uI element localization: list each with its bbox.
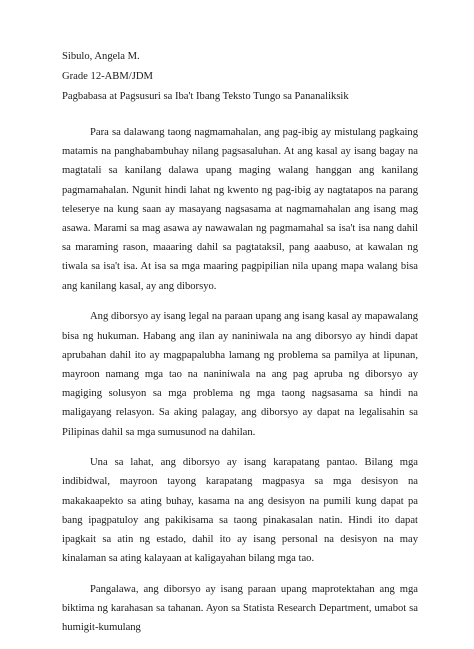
paragraph-first-reason: Una sa lahat, ang diborsyo ay isang karapatang pantao. Bilang mga indibidwal, mayroon tayong karapatang magpasya sa mga desisyon na makakaapekto sa ating buhay, kasama na ang desisyon na pumili kung dapat pa bang ipagpatuloy ang pakikisama sa taong pinakasalan natin. Hindi ito dapat ipagkait sa atin ng estado, dahil ito ay isang personal na desisyon na may kinalaman sa ating kalayaan at kaligayahan bilang mga tao. [62, 457, 418, 565]
document-title: Pagbabasa at Pagsusuri sa Iba't Ibang Teksto Tungo sa Pananaliksik [62, 91, 349, 102]
essay-body [62, 123, 418, 649]
author-name: Sibulo, Angela M. [62, 51, 140, 62]
paragraph-second-reason: Pangalawa, ang diborsyo ay isang paraan upang maprotektahan ang mga biktima ng karahasan sa tahanan. Ayon sa Statista Research Department, umabot sa humigit-kumulang [62, 583, 418, 634]
grade-section: Grade 12-ABM/JDM [62, 71, 153, 82]
paragraph-thesis: Ang diborsyo ay isang legal na paraan upang ang isang kasal ay mapawalang bisa ng hukuman. Habang ang ilan ay naniniwala na ang diborsyo ay hindi dapat aprubahan dahil ito ay magpapalubha lamang ng problema sa pamilya at lipunan, mayroon namang mga tao na naniniwala na ang pag apruba ng diborsyo ay magiging solusyon sa mga problema ng mga taong nagsasama sa hindi na maligayang relasyon. Sa aking palagay, ang diborsyo ay dapat na legalisahin sa Pilipinas dahil sa mga sumusunod na dahilan. [62, 311, 418, 438]
paragraph-intro: Para sa dalawang taong nagmamahalan, ang pag-ibig ay mistulang pagkaing matamis na panghabambuhay nilang pagsasaluhan. At ang kasal ay isang bagay na magtatali sa kanilang dalawa upang maging walang hanggan ang kanilang pagmamahalan. Ngunit hindi lahat ng kwento ng pag-ibig ay nagtatapos na parang teleserye na kung saan ay masayang nagsasama at nagmamahalan ang isang mag asawa. Marami sa mag asawa ay nawawalan ng pagmamahal sa isa't isa nang dahil sa maraming rason, maaaring dahil sa pagtataksil, pang aaabuso, at kawalan ng tiwala sa isa't isa. At isa sa mga maaring pagpipilian nila upang mapa walang bisa ang kanilang kasal, ay ang diborsyo. [62, 127, 418, 292]
